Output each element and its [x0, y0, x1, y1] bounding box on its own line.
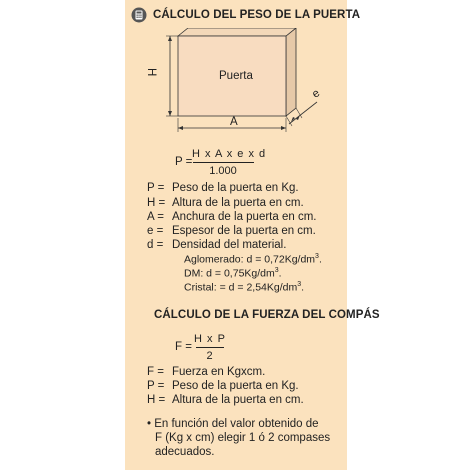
- legend1-sym-4: d =: [147, 239, 164, 251]
- legend1-sym-1: H =: [147, 197, 166, 209]
- density-aglomerado-suffix: .: [318, 253, 322, 266]
- legend1-sym-3: e =: [147, 225, 164, 237]
- formula1-denominator: 1.000: [209, 165, 237, 177]
- legend2-text-0: Fuerza en Kgxcm.: [172, 366, 266, 378]
- note-line-2: adecuados.: [155, 446, 215, 458]
- density-cristal: [184, 281, 304, 294]
- density-cristal-suffix: .: [301, 281, 305, 294]
- legend2-text-2: Altura de la puerta en cm.: [172, 394, 304, 406]
- a-label: A: [230, 116, 238, 128]
- section2-title: CÁLCULO DE LA FUERZA DEL COMPÁS: [154, 309, 380, 321]
- legend1-text-3: Espesor de la puerta en cm.: [172, 225, 316, 237]
- legend2-sym-2: H =: [147, 394, 166, 406]
- legend1-text-4: Densidad del material.: [172, 239, 287, 251]
- legend1-sym-2: A =: [147, 211, 164, 223]
- formula1-lhs: P =: [175, 156, 193, 168]
- note-line-1: F (Kg x cm) elegir 1 ó 2 compases: [155, 432, 331, 444]
- density-dm-text: DM: d = 0,75Kg/dm: [184, 267, 275, 280]
- formula1-fraction-line: [193, 162, 254, 163]
- calculator-icon: [131, 7, 147, 23]
- density-cristal-text: Cristal: = d = 2,54Kg/dm: [184, 281, 298, 294]
- density-dm: [184, 267, 282, 280]
- note-line-0: • En función del valor obtenido de: [147, 418, 319, 430]
- formula2-fraction-line: [196, 347, 224, 348]
- formula2-numerator: H x P: [194, 333, 226, 345]
- legend2-sym-0: F =: [147, 366, 164, 378]
- legend1-text-1: Altura de la puerta en cm.: [172, 197, 304, 209]
- formula2-denominator: 2: [206, 350, 214, 362]
- density-aglomerado-text: Aglomerado: d = 0,72Kg/dm: [184, 253, 316, 266]
- density-dm-exp: 3: [274, 267, 279, 274]
- legend2-sym-1: P =: [147, 380, 165, 392]
- e-label: e: [310, 87, 323, 101]
- legend2-text-1: Peso de la puerta en Kg.: [172, 380, 299, 392]
- density-aglomerado-exp: 3: [315, 253, 319, 260]
- formula2-lhs: F =: [175, 341, 192, 353]
- density-aglomerado: [184, 253, 322, 266]
- legend1-text-0: Peso de la puerta en Kg.: [172, 182, 299, 194]
- density-cristal-exp: 3: [297, 281, 302, 288]
- legend1-text-2: Anchura de la puerta en cm.: [172, 211, 317, 223]
- door-label: Puerta: [219, 70, 253, 82]
- formula1-numerator: H x A x e x d: [192, 148, 267, 160]
- h-label: H: [145, 68, 157, 77]
- density-dm-suffix: .: [278, 267, 282, 280]
- legend1-sym-0: P =: [147, 182, 165, 194]
- section1-title: CÁLCULO DEL PESO DE LA PUERTA: [153, 9, 361, 21]
